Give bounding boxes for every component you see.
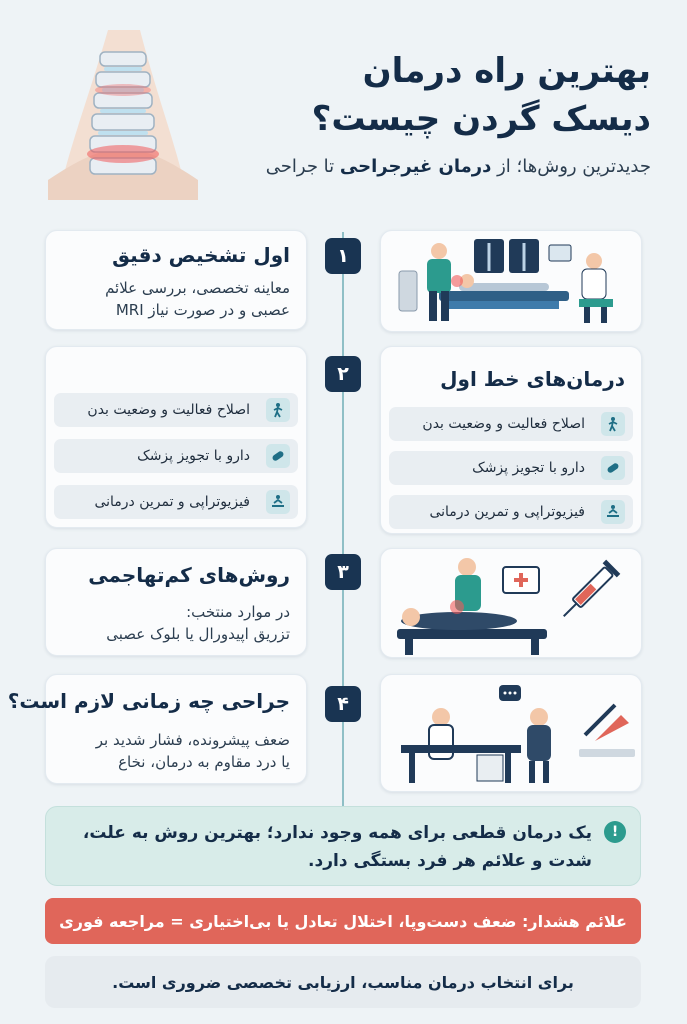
doctor-consultation-illustration <box>380 675 641 792</box>
step-2-item-physio-label: فیزیوتراپی و تمرین درمانی <box>429 504 585 520</box>
physiotherapy-icon <box>601 500 625 524</box>
step-2-item-physio <box>389 495 633 529</box>
final-note-box <box>45 956 641 1008</box>
exclamation-icon: ! <box>604 821 626 843</box>
step-2-dup-item-physio <box>54 485 298 519</box>
walking-person-icon <box>266 398 290 422</box>
step-2-item-activity <box>389 407 633 441</box>
step-4-card <box>7 674 307 784</box>
step-2-item-medication <box>389 451 633 485</box>
step-2-dup-item-activity-label: اصلاح فعالیت و وضعیت بدن <box>87 402 250 418</box>
step-1-card <box>45 230 307 330</box>
subtitle-suffix: تا جراحی <box>265 156 340 177</box>
step-4-body-line-2: یا درد مقاوم به درمان، نخاع <box>118 753 290 771</box>
step-2-duplicate-card <box>45 346 307 528</box>
step-4-body <box>96 729 290 773</box>
warning-text: علائم هشدار: ضعف دست‌وپا، اختلال تعادل یا بی‌اختیاری = مراجعه فوری <box>59 911 627 931</box>
step-4-body-line-1: ضعف پیشرونده، فشار شدید بر <box>95 731 290 749</box>
cervical-spine-illustration <box>48 30 198 200</box>
key-note-box <box>45 806 641 886</box>
physiotherapy-icon <box>266 490 290 514</box>
doctor-examining-patient-illustration <box>380 231 641 332</box>
step-3-body-line-2: تزریق اپیدورال یا بلوک عصبی <box>106 625 290 643</box>
key-note-text <box>83 819 592 875</box>
step-4-title: جراحی چه زمانی لازم است؟ <box>7 689 290 713</box>
step-3-body <box>106 601 290 645</box>
surgery-consult-illustration-card <box>380 674 642 792</box>
step-2-dup-item-medication <box>54 439 298 473</box>
walking-person-icon <box>601 412 625 436</box>
key-note-line-1: یک درمان قطعی برای همه وجود ندارد؛ بهترین روش به علت، <box>82 823 592 843</box>
timeline-line <box>342 232 344 822</box>
step-1-body <box>105 277 290 321</box>
step-1-badge: ۱ <box>325 238 361 274</box>
warning-banner <box>45 898 641 944</box>
pill-icon <box>266 444 290 468</box>
step-3-card <box>45 548 307 656</box>
page-title-line-2: دیسک گردن چیست؟ <box>311 99 651 139</box>
final-note-text: برای انتخاب درمان مناسب، ارزیابی تخصصی ضروری است. <box>112 972 574 992</box>
diagnosis-illustration-card <box>380 230 642 332</box>
minimally-invasive-treatment-illustration <box>380 549 641 658</box>
page-subtitle <box>266 156 651 177</box>
step-2-title: درمان‌های خط اول <box>440 367 625 391</box>
step-2-badge: ۲ <box>325 356 361 392</box>
syringe-icon <box>557 560 621 624</box>
scalpel-icon <box>579 705 635 757</box>
step-2-dup-item-activity <box>54 393 298 427</box>
step-3-title: روش‌های کم‌تهاجمی <box>88 563 290 587</box>
subtitle-prefix: جدیدترین روش‌ها؛ از <box>491 156 651 177</box>
step-2-item-medication-label: دارو با تجویز پزشک <box>472 460 585 476</box>
pill-icon <box>601 456 625 480</box>
step-2-dup-item-physio-label: فیزیوتراپی و تمرین درمانی <box>94 494 250 510</box>
subtitle-highlight: درمان غیرجراحی <box>339 156 492 177</box>
step-1-body-line-2: عصبی و در صورت نیاز MRI <box>115 301 290 319</box>
step-2-card <box>380 346 642 534</box>
step-4-badge: ۴ <box>325 686 361 722</box>
page-title-line-1: بهترین راه درمان <box>362 51 651 91</box>
injection-illustration-card <box>380 548 642 658</box>
key-note-line-2: شدت و علائم هر فرد بستگی دارد. <box>308 851 592 871</box>
step-1-title: اول تشخیص دقیق <box>112 243 290 267</box>
step-1-body-line-1: معاینه تخصصی، بررسی علائم <box>105 279 290 297</box>
step-3-body-line-1: در موارد منتخب: <box>186 603 290 621</box>
step-2-dup-item-medication-label: دارو با تجویز پزشک <box>137 448 250 464</box>
step-3-badge: ۳ <box>325 554 361 590</box>
step-2-item-activity-label: اصلاح فعالیت و وضعیت بدن <box>422 416 585 432</box>
